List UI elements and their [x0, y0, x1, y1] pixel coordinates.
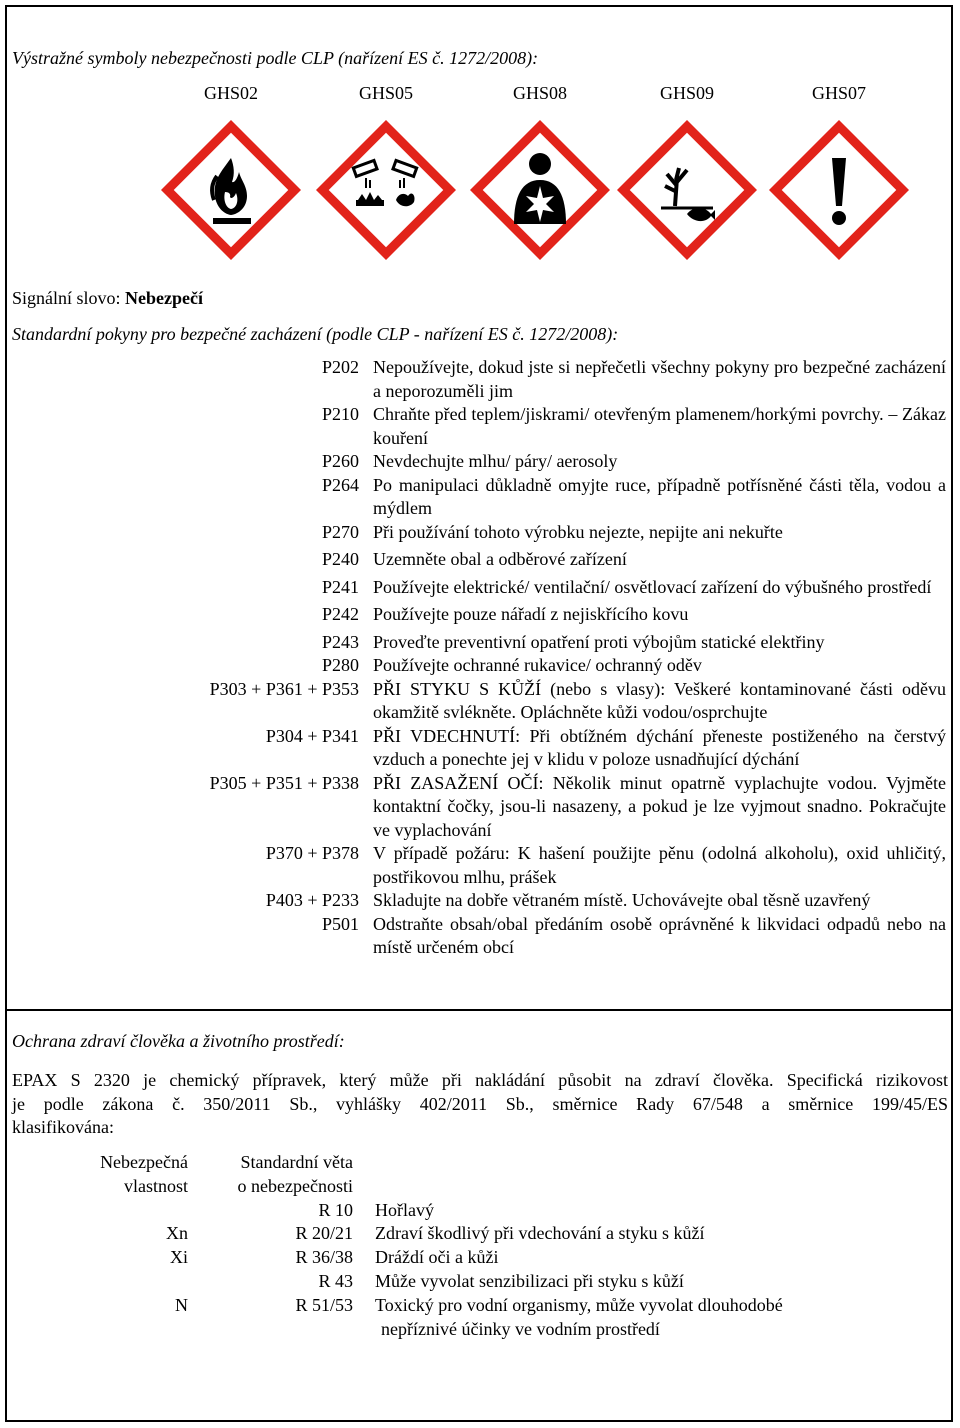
risk-table: [20, 1151, 783, 1341]
table-row: [20, 1318, 783, 1342]
p-code: P202: [321, 357, 359, 377]
table-row: [20, 1222, 783, 1246]
table-row: [20, 1199, 783, 1223]
p-text: Odstraňte obsah/obal předáním osobě oprávněné k likvidaci odpadů nebo na místě určeném obcí: [373, 913, 946, 957]
pictogram-code: GHS09: [659, 83, 714, 103]
table-row: [176, 356, 946, 403]
pictogram-code: GHS08: [512, 83, 567, 103]
health-paragraph-line: klasifikována:: [12, 1117, 114, 1137]
p-text: Skladujte na dobře větraném místě. Uchovávejte obal těsně uzavřený: [373, 890, 871, 910]
p-code: P260: [321, 451, 359, 471]
signal-word-line: [12, 287, 203, 309]
table-row: [20, 1294, 783, 1318]
table-row: [176, 913, 946, 960]
pictogram-codes: [0, 83, 960, 107]
hazard-property: N: [175, 1294, 188, 1315]
p-text: PŘI VDECHNUTÍ: Při obtížném dýchání přeneste postiženého na čerstvý vzduch a ponechte jej v klidu v poloze usnadňující dýchání: [373, 725, 946, 769]
p-code: P264: [321, 474, 359, 495]
p-code: P242: [321, 604, 359, 624]
p-text: V případě požáru: K hašení použijte pěnu (odolná alkoholu), oxid uhličitý, postřikovou mlhu, prášek: [373, 843, 946, 887]
risk-code: R 43: [318, 1270, 353, 1291]
table-row: [176, 889, 946, 913]
p-code: P240: [321, 549, 359, 569]
p-text: PŘI STYKU S KŮŽÍ (nebo s vlasy): Veškeré kontaminované části oděvu okamžitě svlékněte. Opláchněte kůži vodou/osprchujte: [373, 678, 946, 722]
header-line: Standardní věta: [240, 1152, 353, 1172]
p-text: Používejte pouze nářadí z nejiskřícího kovu: [373, 604, 689, 624]
p-code: P303 + P361 + P353: [209, 678, 359, 699]
risk-code: R 10: [318, 1199, 353, 1220]
table-row: [176, 654, 946, 678]
column-header-risk: [188, 1151, 353, 1199]
table-row: [176, 572, 946, 600]
flame-icon: [161, 120, 301, 260]
signal-word: Nebezpečí: [125, 288, 203, 308]
table-row: [176, 474, 946, 521]
hazard-property: Xn: [166, 1223, 188, 1244]
health-paragraph-line: je podle zákona č. 350/2011 Sb., vyhlášky 402/2011 Sb., směrnice Rady 67/548 a směrnice 199/45/ES: [12, 1093, 948, 1114]
precautionary-title: Standardní pokyny pro bezpečné zacházení (podle CLP - nařízení ES č. 1272/2008):: [12, 324, 619, 344]
signal-word-label: Signální slovo:: [12, 288, 126, 308]
p-text: Chraňte před teplem/jiskrami/ otevřeným plamenem/horkými povrchy. – Zákaz kouření: [373, 404, 946, 448]
header-line: vlastnost: [123, 1175, 188, 1196]
hazard-property: [20, 1270, 188, 1294]
p-code: P241: [321, 576, 359, 597]
header-line: Nebezpečná: [100, 1152, 188, 1172]
p-code: P210: [321, 404, 359, 424]
table-row: [176, 772, 946, 843]
p-text: Uzemněte obal a odběrové zařízení: [373, 549, 627, 569]
pictogram-code: GHS02: [203, 83, 258, 103]
p-text: Používejte elektrické/ ventilační/ osvětlovací zařízení do výbušného prostředí: [373, 576, 932, 597]
table-row: [176, 544, 946, 572]
p-code: P305 + P351 + P338: [209, 772, 359, 793]
hazard-property: [20, 1199, 188, 1223]
exclamation-icon: [769, 120, 909, 260]
p-text: Při používání tohoto výrobku nejezte, nepijte ani nekuřte: [373, 521, 783, 542]
ghs-title: Výstražné symboly nebezpečnosti podle CLP (nařízení ES č. 1272/2008):: [12, 48, 539, 68]
p-code: P403 + P233: [265, 890, 359, 910]
risk-text: Hořlavý: [375, 1199, 434, 1220]
p-code: P243: [321, 631, 359, 652]
environment-icon: [617, 120, 757, 260]
p-code: P304 + P341: [265, 725, 359, 746]
p-text: Používejte ochranné rukavice/ ochranný oděv: [373, 655, 702, 675]
p-text: Nepoužívejte, dokud jste si nepřečetli všechny pokyny pro bezpečné zacházení a neporozuměli jim: [373, 357, 946, 401]
table-row: [176, 599, 946, 627]
table-row: [176, 521, 946, 545]
risk-text: Dráždí oči a kůži: [375, 1247, 499, 1268]
corrosion-icon: [316, 120, 456, 260]
health-paragraph: [12, 1069, 948, 1140]
table-row: [176, 678, 946, 725]
risk-text: Zdraví škodlivý při vdechování a styku s kůží: [375, 1223, 705, 1244]
table-row: [176, 842, 946, 889]
health-title: Ochrana zdraví člověka a životního prostředí:: [12, 1031, 345, 1051]
p-code: P501: [321, 913, 359, 934]
pictogram-code: GHS07: [811, 83, 866, 103]
precautionary-table: [176, 356, 946, 960]
risk-code: R 51/53: [295, 1294, 353, 1315]
p-code: P270: [321, 521, 359, 542]
table-row: [176, 403, 946, 450]
p-text: Nevdechujte mlhu/ páry/ aerosoly: [373, 451, 618, 471]
risk-text: Může vyvolat senzibilizaci při styku s kůží: [375, 1270, 684, 1291]
header-line: o nebezpečnosti: [237, 1175, 353, 1196]
risk-code: R 36/38: [295, 1247, 353, 1268]
table-row: [176, 450, 946, 474]
p-text: Proveďte preventivní opatření proti výbojům statické elektřiny: [373, 631, 825, 652]
p-text: PŘI ZASAŽENÍ OČÍ: Několik minut opatrně vyplachujte vodou. Vyjměte kontaktní čočky, jsou-li nasazeny, a pokud je lze vyjmout snadno. Pokračujte ve vyplachování: [373, 772, 946, 840]
p-code: P370 + P378: [265, 843, 359, 863]
risk-text-continuation: nepříznivé účinky ve vodním prostředí: [381, 1318, 660, 1339]
risk-code: R 20/21: [295, 1223, 353, 1244]
table-row: [20, 1246, 783, 1270]
risk-text: Toxický pro vodní organismy, může vyvolat dlouhodobé: [375, 1294, 783, 1315]
column-header-property: [20, 1151, 188, 1199]
pictogram-code: GHS05: [358, 83, 413, 103]
table-row: [176, 627, 946, 655]
table-header-row: [20, 1151, 783, 1199]
table-row: [20, 1270, 783, 1294]
p-code: P280: [321, 655, 359, 675]
health-paragraph-line: EPAX S 2320 je chemický přípravek, který může při nakládání působit na zdraví člověka. Specifická rizikovost: [12, 1070, 948, 1090]
health-hazard-icon: [470, 120, 610, 260]
table-row: [176, 725, 946, 772]
p-text: Po manipulaci důkladně omyjte ruce, případně potřísněné části těla, vodou a mýdlem: [373, 474, 946, 518]
hazard-property: Xi: [170, 1247, 188, 1268]
